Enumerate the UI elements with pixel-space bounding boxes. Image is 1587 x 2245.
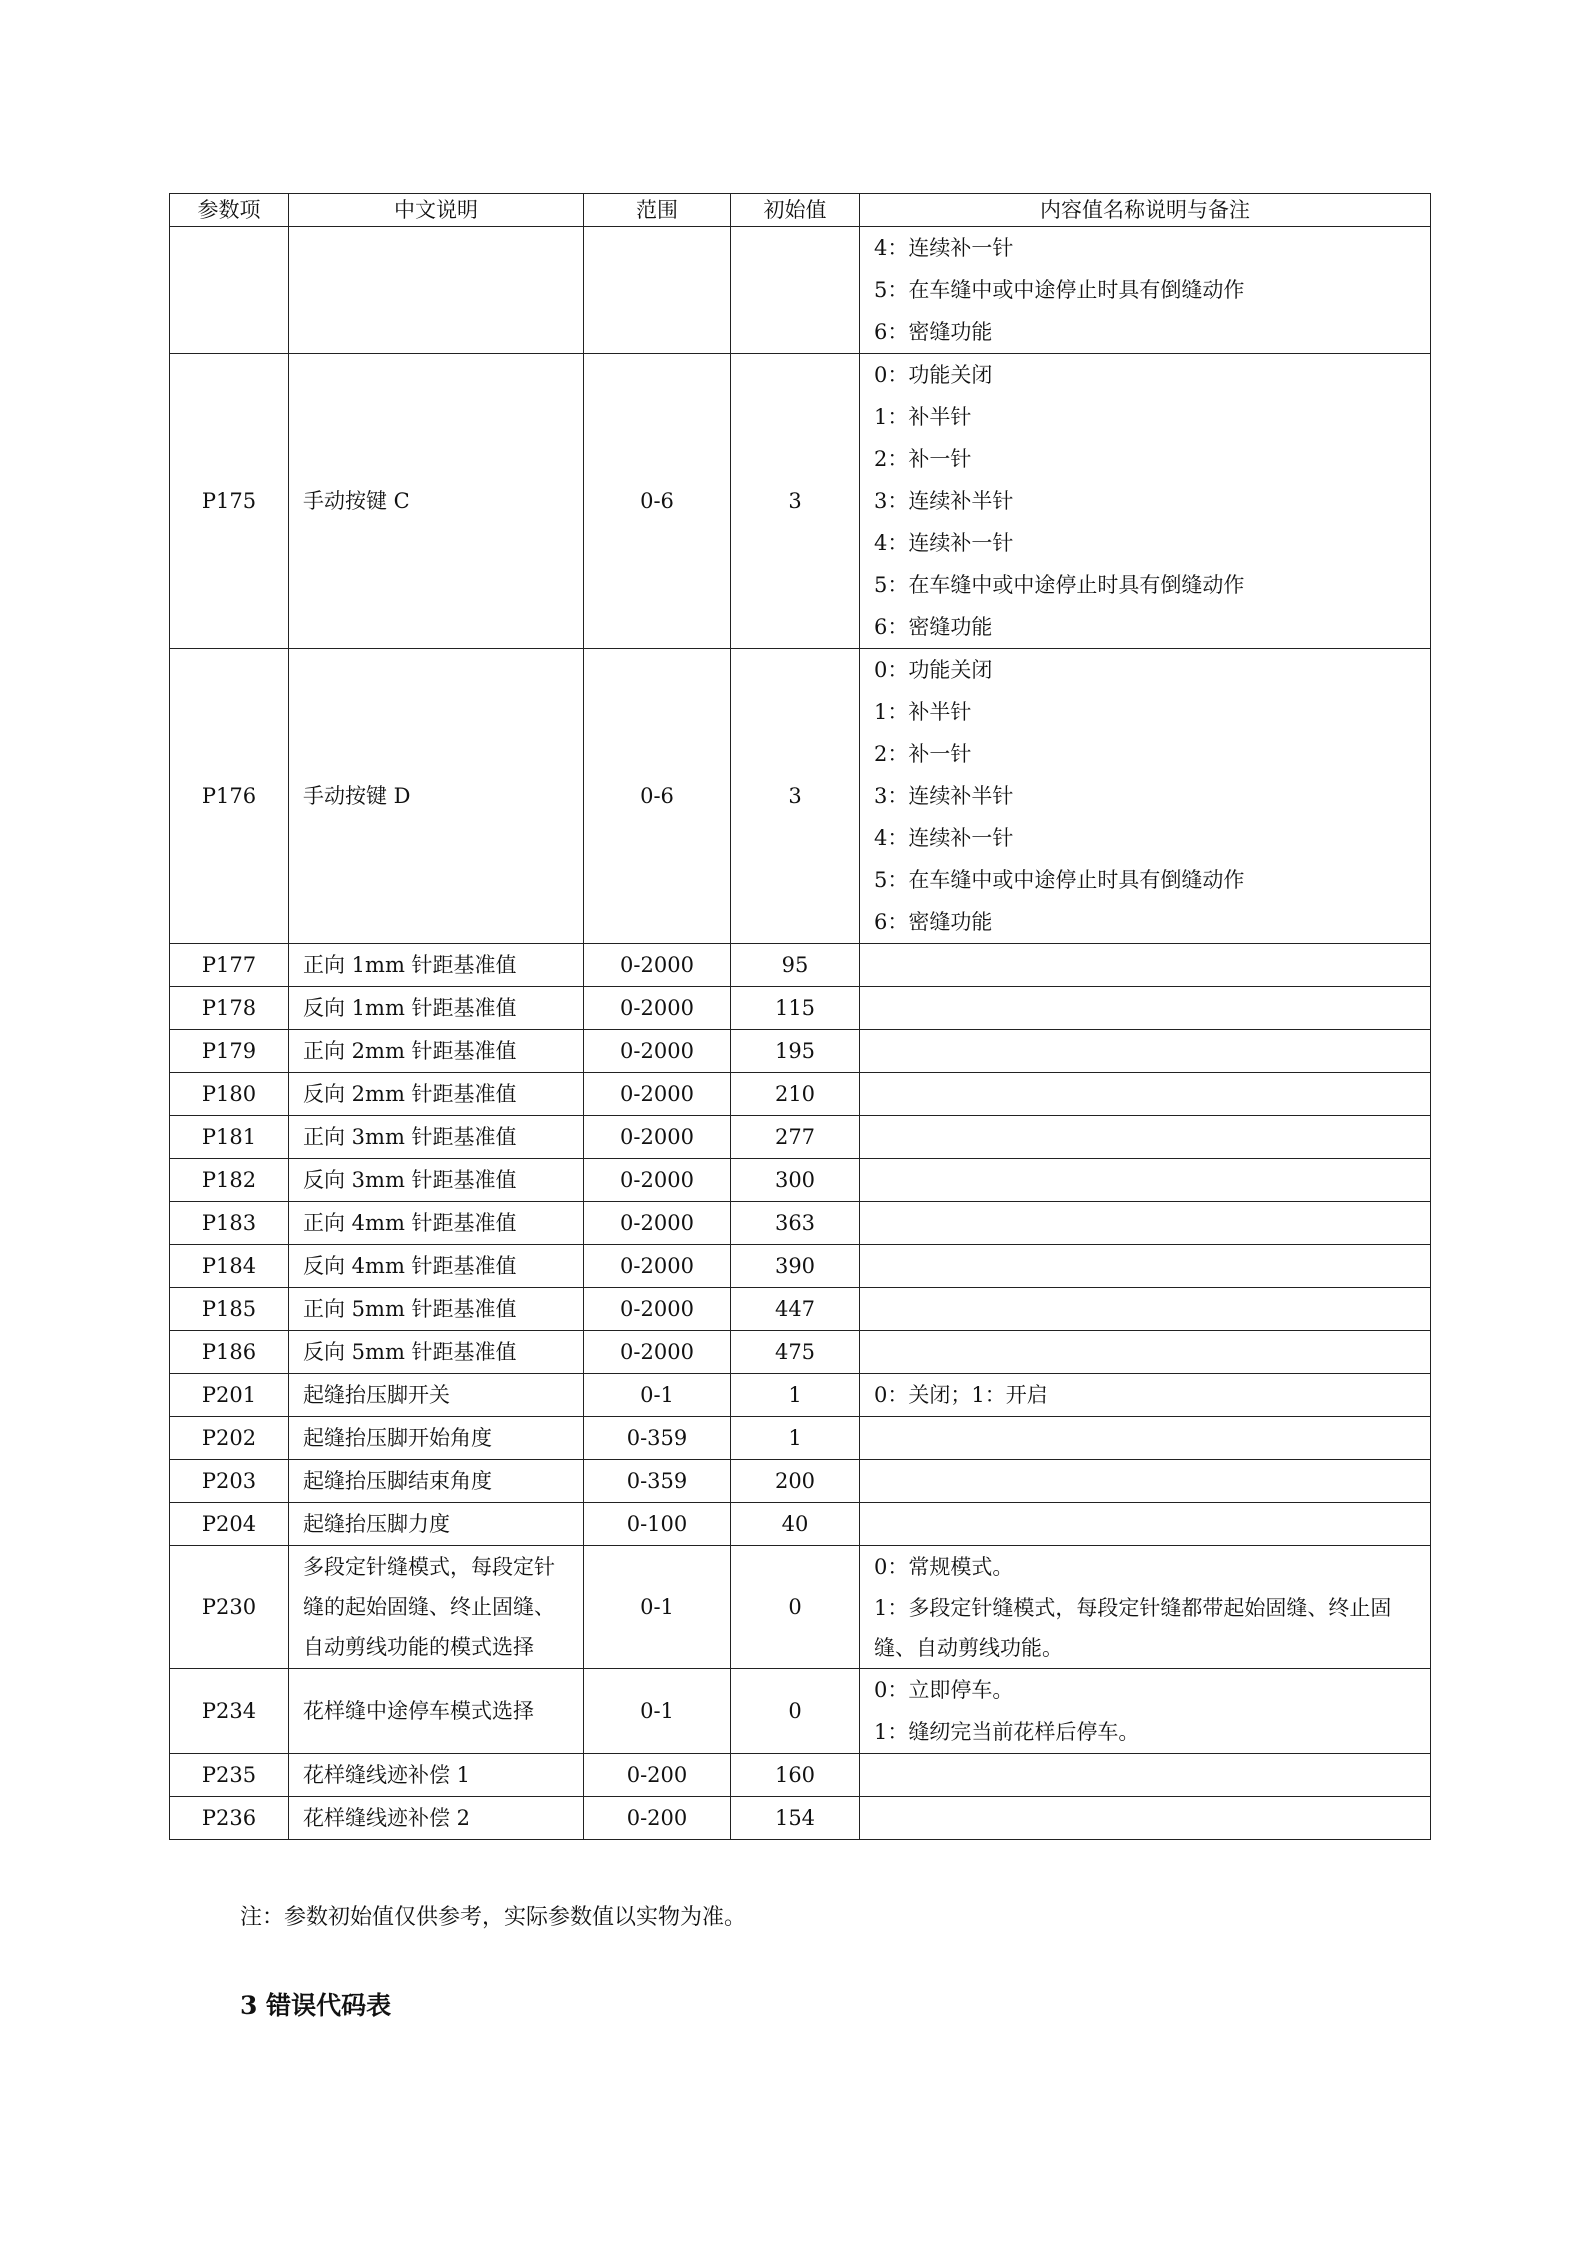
range-cell: 0-200 bbox=[584, 1754, 731, 1797]
param-cell: P204 bbox=[170, 1503, 289, 1546]
notes-cell bbox=[860, 1417, 1431, 1460]
param-cell: P202 bbox=[170, 1417, 289, 1460]
param-cell: P175 bbox=[170, 354, 289, 649]
table-row bbox=[170, 1669, 1431, 1754]
description-cell: 花样缝线迹补偿 1 bbox=[289, 1754, 584, 1797]
initial-value-cell: 475 bbox=[731, 1331, 860, 1374]
note-line: 4：连续补一针 bbox=[874, 236, 1014, 260]
param-cell: P178 bbox=[170, 987, 289, 1030]
range-cell: 0-2000 bbox=[584, 1073, 731, 1116]
header-notes: 内容值名称说明与备注 bbox=[860, 194, 1431, 227]
range-cell bbox=[584, 227, 731, 354]
table-row bbox=[170, 1797, 1431, 1840]
description-cell: 正向 3mm 针距基准值 bbox=[289, 1116, 584, 1159]
initial-value-cell: 277 bbox=[731, 1116, 860, 1159]
range-cell: 0-6 bbox=[584, 354, 731, 649]
note-line: 0：立即停车。 bbox=[874, 1678, 1014, 1702]
param-cell: P186 bbox=[170, 1331, 289, 1374]
range-cell: 0-2000 bbox=[584, 1331, 731, 1374]
initial-value-cell: 40 bbox=[731, 1503, 860, 1546]
range-cell: 0-2000 bbox=[584, 987, 731, 1030]
range-cell: 0-6 bbox=[584, 649, 731, 944]
note-line: 1：多段定针缝模式，每段定针缝都带起始固缝、终止固缝、自动剪线功能。 bbox=[874, 1596, 1392, 1660]
note-line: 4：连续补一针 bbox=[874, 826, 1014, 850]
notes-cell bbox=[860, 1546, 1431, 1669]
description-cell: 手动按键 C bbox=[289, 354, 584, 649]
notes-cell bbox=[860, 1669, 1431, 1754]
note-line: 2：补一针 bbox=[874, 447, 972, 471]
range-cell: 0-2000 bbox=[584, 1159, 731, 1202]
range-cell: 0-200 bbox=[584, 1797, 731, 1840]
initial-value-cell: 195 bbox=[731, 1030, 860, 1073]
table-row bbox=[170, 227, 1431, 354]
parameter-table bbox=[169, 193, 1431, 1840]
note-line: 1：补半针 bbox=[874, 700, 972, 724]
param-cell: P183 bbox=[170, 1202, 289, 1245]
notes-cell bbox=[860, 1288, 1431, 1331]
table-row bbox=[170, 1460, 1431, 1503]
initial-value-cell: 300 bbox=[731, 1159, 860, 1202]
param-cell: P182 bbox=[170, 1159, 289, 1202]
note-line: 5：在车缝中或中途停止时具有倒缝动作 bbox=[874, 868, 1245, 892]
param-cell: P234 bbox=[170, 1669, 289, 1754]
param-cell: P184 bbox=[170, 1245, 289, 1288]
table-row bbox=[170, 1503, 1431, 1546]
notes-cell bbox=[860, 1245, 1431, 1288]
note-line: 0：关闭；1：开启 bbox=[874, 1383, 1048, 1407]
notes-cell bbox=[860, 1202, 1431, 1245]
header-initial-value: 初始值 bbox=[731, 194, 860, 227]
section-heading: 3 错误代码表 bbox=[240, 1991, 392, 2020]
notes-cell bbox=[860, 1073, 1431, 1116]
param-cell: P179 bbox=[170, 1030, 289, 1073]
notes-cell bbox=[860, 227, 1431, 354]
description-cell: 反向 1mm 针距基准值 bbox=[289, 987, 584, 1030]
table-body bbox=[170, 227, 1431, 1840]
note-line: 3：连续补半针 bbox=[874, 784, 1014, 808]
table-row bbox=[170, 1245, 1431, 1288]
note-line: 5：在车缝中或中途停止时具有倒缝动作 bbox=[874, 573, 1245, 597]
table-row bbox=[170, 1030, 1431, 1073]
notes-cell bbox=[860, 1159, 1431, 1202]
initial-value-cell: 0 bbox=[731, 1669, 860, 1754]
notes-cell bbox=[860, 1374, 1431, 1417]
initial-value-cell: 115 bbox=[731, 987, 860, 1030]
initial-value-cell: 0 bbox=[731, 1546, 860, 1669]
initial-value-cell: 160 bbox=[731, 1754, 860, 1797]
param-cell: P236 bbox=[170, 1797, 289, 1840]
initial-value-cell: 154 bbox=[731, 1797, 860, 1840]
initial-value-cell: 200 bbox=[731, 1460, 860, 1503]
table-row bbox=[170, 1159, 1431, 1202]
header-range: 范围 bbox=[584, 194, 731, 227]
description-cell bbox=[289, 227, 584, 354]
description-cell: 正向 1mm 针距基准值 bbox=[289, 944, 584, 987]
note-line: 5：在车缝中或中途停止时具有倒缝动作 bbox=[874, 278, 1245, 302]
notes-cell bbox=[860, 354, 1431, 649]
description-cell: 起缝抬压脚结束角度 bbox=[289, 1460, 584, 1503]
description-cell: 花样缝中途停车模式选择 bbox=[289, 1669, 584, 1754]
range-cell: 0-2000 bbox=[584, 1245, 731, 1288]
range-cell: 0-359 bbox=[584, 1417, 731, 1460]
table-row bbox=[170, 649, 1431, 944]
table-row bbox=[170, 1331, 1431, 1374]
note-line: 0：功能关闭 bbox=[874, 363, 993, 387]
table-row bbox=[170, 987, 1431, 1030]
range-cell: 0-2000 bbox=[584, 1288, 731, 1331]
note-line: 6：密缝功能 bbox=[874, 320, 993, 344]
range-cell: 0-1 bbox=[584, 1546, 731, 1669]
param-cell: P230 bbox=[170, 1546, 289, 1669]
footnote: 注：参数初始值仅供参考，实际参数值以实物为准。 bbox=[240, 1905, 747, 1930]
param-cell: P181 bbox=[170, 1116, 289, 1159]
description-cell: 正向 4mm 针距基准值 bbox=[289, 1202, 584, 1245]
table-header-row bbox=[170, 194, 1431, 227]
description-cell: 手动按键 D bbox=[289, 649, 584, 944]
param-cell: P203 bbox=[170, 1460, 289, 1503]
range-cell: 0-1 bbox=[584, 1374, 731, 1417]
table-row bbox=[170, 1073, 1431, 1116]
header-description: 中文说明 bbox=[289, 194, 584, 227]
note-line: 0：功能关闭 bbox=[874, 658, 993, 682]
param-cell: P201 bbox=[170, 1374, 289, 1417]
description-cell: 起缝抬压脚开关 bbox=[289, 1374, 584, 1417]
param-cell bbox=[170, 227, 289, 354]
range-cell: 0-359 bbox=[584, 1460, 731, 1503]
initial-value-cell: 363 bbox=[731, 1202, 860, 1245]
notes-cell bbox=[860, 1116, 1431, 1159]
description-cell: 正向 2mm 针距基准值 bbox=[289, 1030, 584, 1073]
description-cell: 正向 5mm 针距基准值 bbox=[289, 1288, 584, 1331]
description-cell: 反向 4mm 针距基准值 bbox=[289, 1245, 584, 1288]
table-row bbox=[170, 1546, 1431, 1669]
initial-value-cell: 3 bbox=[731, 649, 860, 944]
table-row bbox=[170, 1754, 1431, 1797]
notes-cell bbox=[860, 1797, 1431, 1840]
table-row bbox=[170, 1116, 1431, 1159]
table-row bbox=[170, 1288, 1431, 1331]
initial-value-cell: 95 bbox=[731, 944, 860, 987]
table-row bbox=[170, 354, 1431, 649]
table-row bbox=[170, 944, 1431, 987]
initial-value-cell: 447 bbox=[731, 1288, 860, 1331]
notes-cell bbox=[860, 1030, 1431, 1073]
initial-value-cell: 390 bbox=[731, 1245, 860, 1288]
description-cell: 多段定针缝模式，每段定针缝的起始固缝、终止固缝、自动剪线功能的模式选择 bbox=[289, 1546, 584, 1669]
table-row bbox=[170, 1417, 1431, 1460]
notes-cell bbox=[860, 987, 1431, 1030]
description-cell: 反向 5mm 针距基准值 bbox=[289, 1331, 584, 1374]
range-cell: 0-2000 bbox=[584, 1116, 731, 1159]
note-line: 2：补一针 bbox=[874, 742, 972, 766]
description-cell: 起缝抬压脚力度 bbox=[289, 1503, 584, 1546]
notes-cell bbox=[860, 649, 1431, 944]
range-cell: 0-1 bbox=[584, 1669, 731, 1754]
note-line: 6：密缝功能 bbox=[874, 615, 993, 639]
note-line: 0：常规模式。 bbox=[874, 1555, 1014, 1579]
initial-value-cell bbox=[731, 227, 860, 354]
param-cell: P180 bbox=[170, 1073, 289, 1116]
notes-cell bbox=[860, 1503, 1431, 1546]
note-line: 1：补半针 bbox=[874, 405, 972, 429]
param-cell: P235 bbox=[170, 1754, 289, 1797]
note-line: 3：连续补半针 bbox=[874, 489, 1014, 513]
notes-cell bbox=[860, 1754, 1431, 1797]
param-cell: P176 bbox=[170, 649, 289, 944]
table-row bbox=[170, 1202, 1431, 1245]
header-param: 参数项 bbox=[170, 194, 289, 227]
note-line: 4：连续补一针 bbox=[874, 531, 1014, 555]
param-cell: P185 bbox=[170, 1288, 289, 1331]
description-cell: 起缝抬压脚开始角度 bbox=[289, 1417, 584, 1460]
notes-cell bbox=[860, 1331, 1431, 1374]
table-row bbox=[170, 1374, 1431, 1417]
note-line: 1：缝纫完当前花样后停车。 bbox=[874, 1720, 1140, 1744]
notes-cell bbox=[860, 944, 1431, 987]
initial-value-cell: 3 bbox=[731, 354, 860, 649]
initial-value-cell: 1 bbox=[731, 1374, 860, 1417]
note-line: 6：密缝功能 bbox=[874, 910, 993, 934]
range-cell: 0-2000 bbox=[584, 944, 731, 987]
initial-value-cell: 1 bbox=[731, 1417, 860, 1460]
description-cell: 反向 3mm 针距基准值 bbox=[289, 1159, 584, 1202]
param-cell: P177 bbox=[170, 944, 289, 987]
notes-cell bbox=[860, 1460, 1431, 1503]
description-cell: 花样缝线迹补偿 2 bbox=[289, 1797, 584, 1840]
range-cell: 0-100 bbox=[584, 1503, 731, 1546]
range-cell: 0-2000 bbox=[584, 1202, 731, 1245]
description-cell: 反向 2mm 针距基准值 bbox=[289, 1073, 584, 1116]
initial-value-cell: 210 bbox=[731, 1073, 860, 1116]
range-cell: 0-2000 bbox=[584, 1030, 731, 1073]
